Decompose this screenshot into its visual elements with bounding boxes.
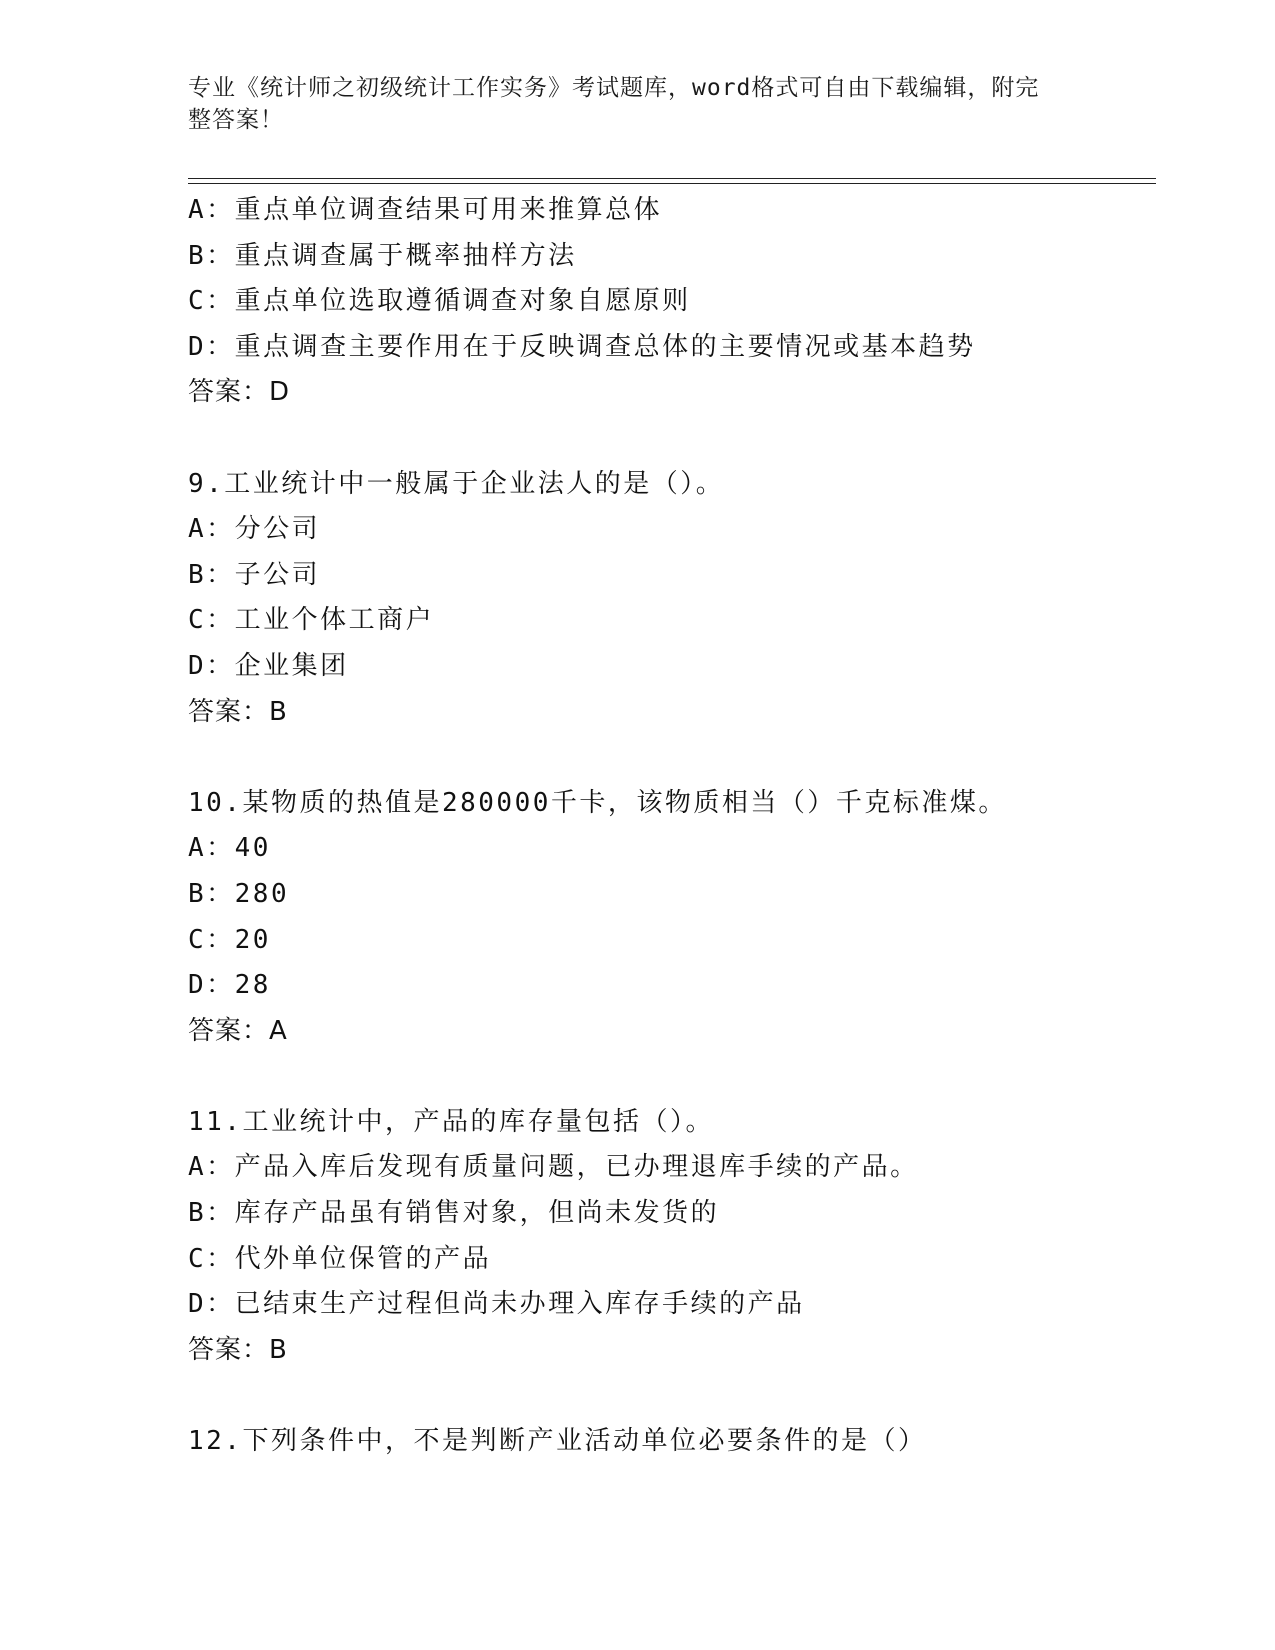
- option-d: D：企业集团: [188, 650, 349, 681]
- question-stem: 9.工业统计中一般属于企业法人的是（）。: [188, 468, 725, 499]
- option-c: C：代外单位保管的产品: [188, 1243, 492, 1274]
- question-stem: 10.某物质的热值是280000千卡，该物质相当（）千克标准煤。: [188, 787, 1007, 818]
- question-spacer: [188, 1373, 1188, 1419]
- question-stem: 12.下列条件中，不是判断产业活动单位必要条件的是（）: [188, 1426, 927, 1457]
- answer-line: 答案：A: [188, 1015, 288, 1046]
- option-b: B：重点调查属于概率抽样方法: [188, 240, 577, 271]
- option-a: A：40: [188, 833, 271, 864]
- header-divider-bottom: [188, 183, 1156, 184]
- header-divider-top: [188, 178, 1156, 179]
- document-header: [188, 72, 1088, 136]
- option-d: D：重点调查主要作用在于反映调查总体的主要情况或基本趋势: [188, 331, 976, 362]
- question-spacer: [188, 416, 1188, 462]
- question-list: [188, 188, 1188, 1465]
- answer-line: 答案：B: [188, 1334, 288, 1365]
- option-a: A：产品入库后发现有质量问题，已办理退库手续的产品。: [188, 1152, 919, 1183]
- question-spacer: [188, 1054, 1188, 1100]
- option-b: B：子公司: [188, 559, 321, 590]
- question-11: [188, 1100, 1188, 1374]
- header-line-2: 整答案！: [188, 107, 284, 133]
- option-a: A：分公司: [188, 514, 321, 545]
- answer-line: 答案：B: [188, 696, 288, 727]
- option-d: D：已结束生产过程但尚未办理入库存手续的产品: [188, 1289, 805, 1320]
- option-d: D：28: [188, 970, 271, 1001]
- answer-line: 答案：D: [188, 377, 291, 408]
- option-c: C：20: [188, 924, 271, 955]
- question-12: [188, 1419, 1188, 1465]
- option-c: C：工业个体工商户: [188, 605, 435, 636]
- question-8-continuation: [188, 188, 1188, 416]
- question-stem: 11.工业统计中，产品的库存量包括（）。: [188, 1106, 714, 1137]
- option-b: B：280: [188, 878, 290, 909]
- header-line-1: 专业《统计师之初级统计工作实务》考试题库，word格式可自由下载编辑，附完: [188, 75, 1040, 101]
- option-b: B：库存产品虽有销售对象，但尚未发货的: [188, 1198, 720, 1229]
- question-10: [188, 781, 1188, 1055]
- question-9: [188, 462, 1188, 736]
- option-a: A：重点单位调查结果可用来推算总体: [188, 195, 663, 225]
- question-spacer: [188, 735, 1188, 781]
- option-c: C：重点单位选取遵循调查对象自愿原则: [188, 286, 691, 317]
